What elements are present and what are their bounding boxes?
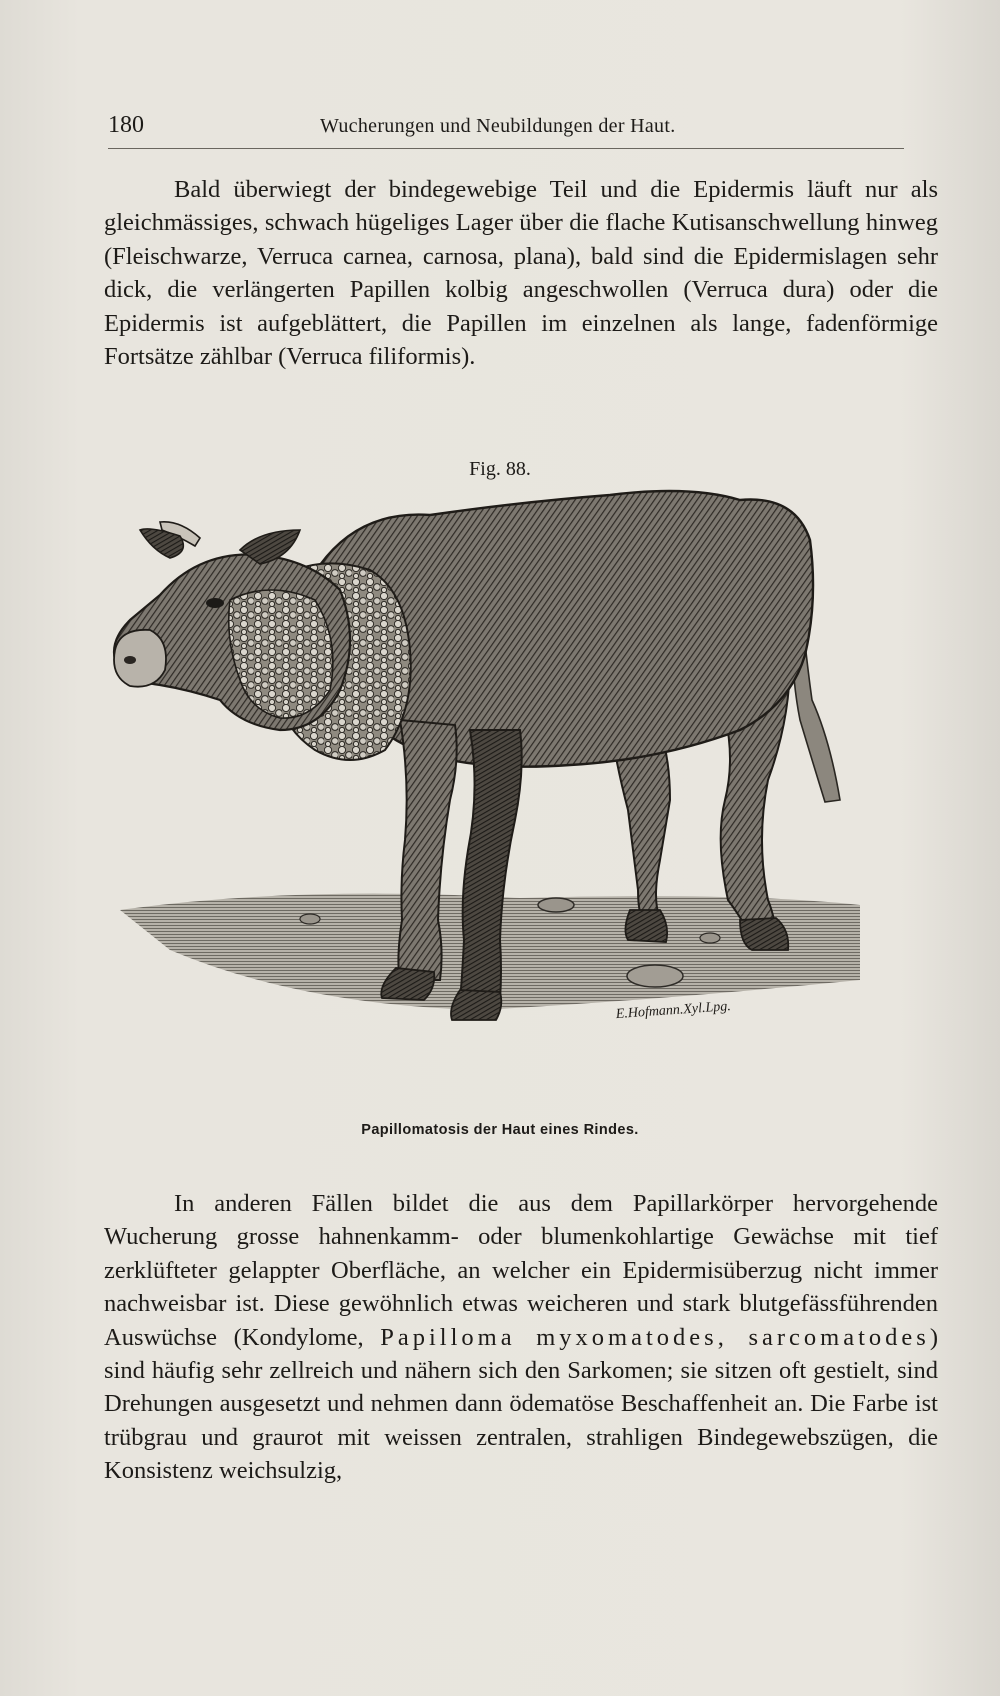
running-head: Wucherungen und Neubildungen der Haut. — [320, 115, 676, 137]
paragraph-2-text-b: ) sind häufig sehr zellreich und nähern sich den Sarkomen; sie sitzen oft gestielt, sind Drehungen ausgesetzt und nehmen dann ödematöse Beschaffenheit an. Die Farbe ist trübgrau und graurot mit weissen zentralen, strahligen Bindegewebszügen, die Konsistenz weichsulzig, — [104, 1323, 938, 1485]
paragraph-1-text: Bald überwiegt der bindegewebige Teil und die Epidermis läuft nur als gleichmässiges, schwach hügeliges Lager über die flache Kutisanschwellung hinweg (Fleischwarze, Verruca carnea, carnosa, plana), bald sind die Epidermislagen sehr dick, die verlängerten Papillen kolbig angeschwollen (Verruca dura) oder die Epidermis ist aufgeblättert, die Papillen im einzelnen als lange, fadenförmige Fortsätze zählbar (Verruca filiformis). — [104, 176, 938, 371]
stone-1 — [538, 898, 574, 912]
engraver-signature: E.Hofmann.Xyl.Lpg. — [615, 999, 732, 1023]
hoof-hind-left — [625, 910, 667, 942]
paragraph-1 — [104, 173, 938, 373]
figure-caption: Papillomatosis der Haut eines Rindes. — [361, 1122, 639, 1138]
paragraph-2-spaced-term: Papilloma myxomatodes, sarcomatodes — [380, 1323, 930, 1351]
cow-eye — [206, 598, 224, 608]
cow-engraving — [100, 480, 935, 1110]
stone-3 — [700, 933, 720, 943]
page-header — [108, 112, 904, 149]
figure-illustration — [100, 480, 935, 1110]
paragraph-2 — [104, 1187, 938, 1488]
page-number: 180 — [108, 112, 144, 138]
paragraph-2-text-a: In anderen Fällen bildet die aus dem Papillarkörper hervorgehende Wucherung grosse hahnenkamm- oder blumenkohlartige Gewächse mit tief zerklüfteter gelappter Oberfläche, an welcher ein Epidermisüberzug nicht immer nachweisbar ist. Diese gewöhnlich etwas weicheren und stark blutgefässführenden Auswüchse (Kondylome, — [104, 1190, 938, 1351]
hoof-hind-right — [740, 918, 788, 950]
hoof-front-right — [451, 990, 501, 1020]
muzzle — [114, 630, 166, 687]
figure-label: Fig. 88. — [469, 458, 531, 480]
stone-4 — [300, 914, 320, 924]
stone-2 — [627, 965, 683, 987]
nostril — [124, 656, 136, 664]
